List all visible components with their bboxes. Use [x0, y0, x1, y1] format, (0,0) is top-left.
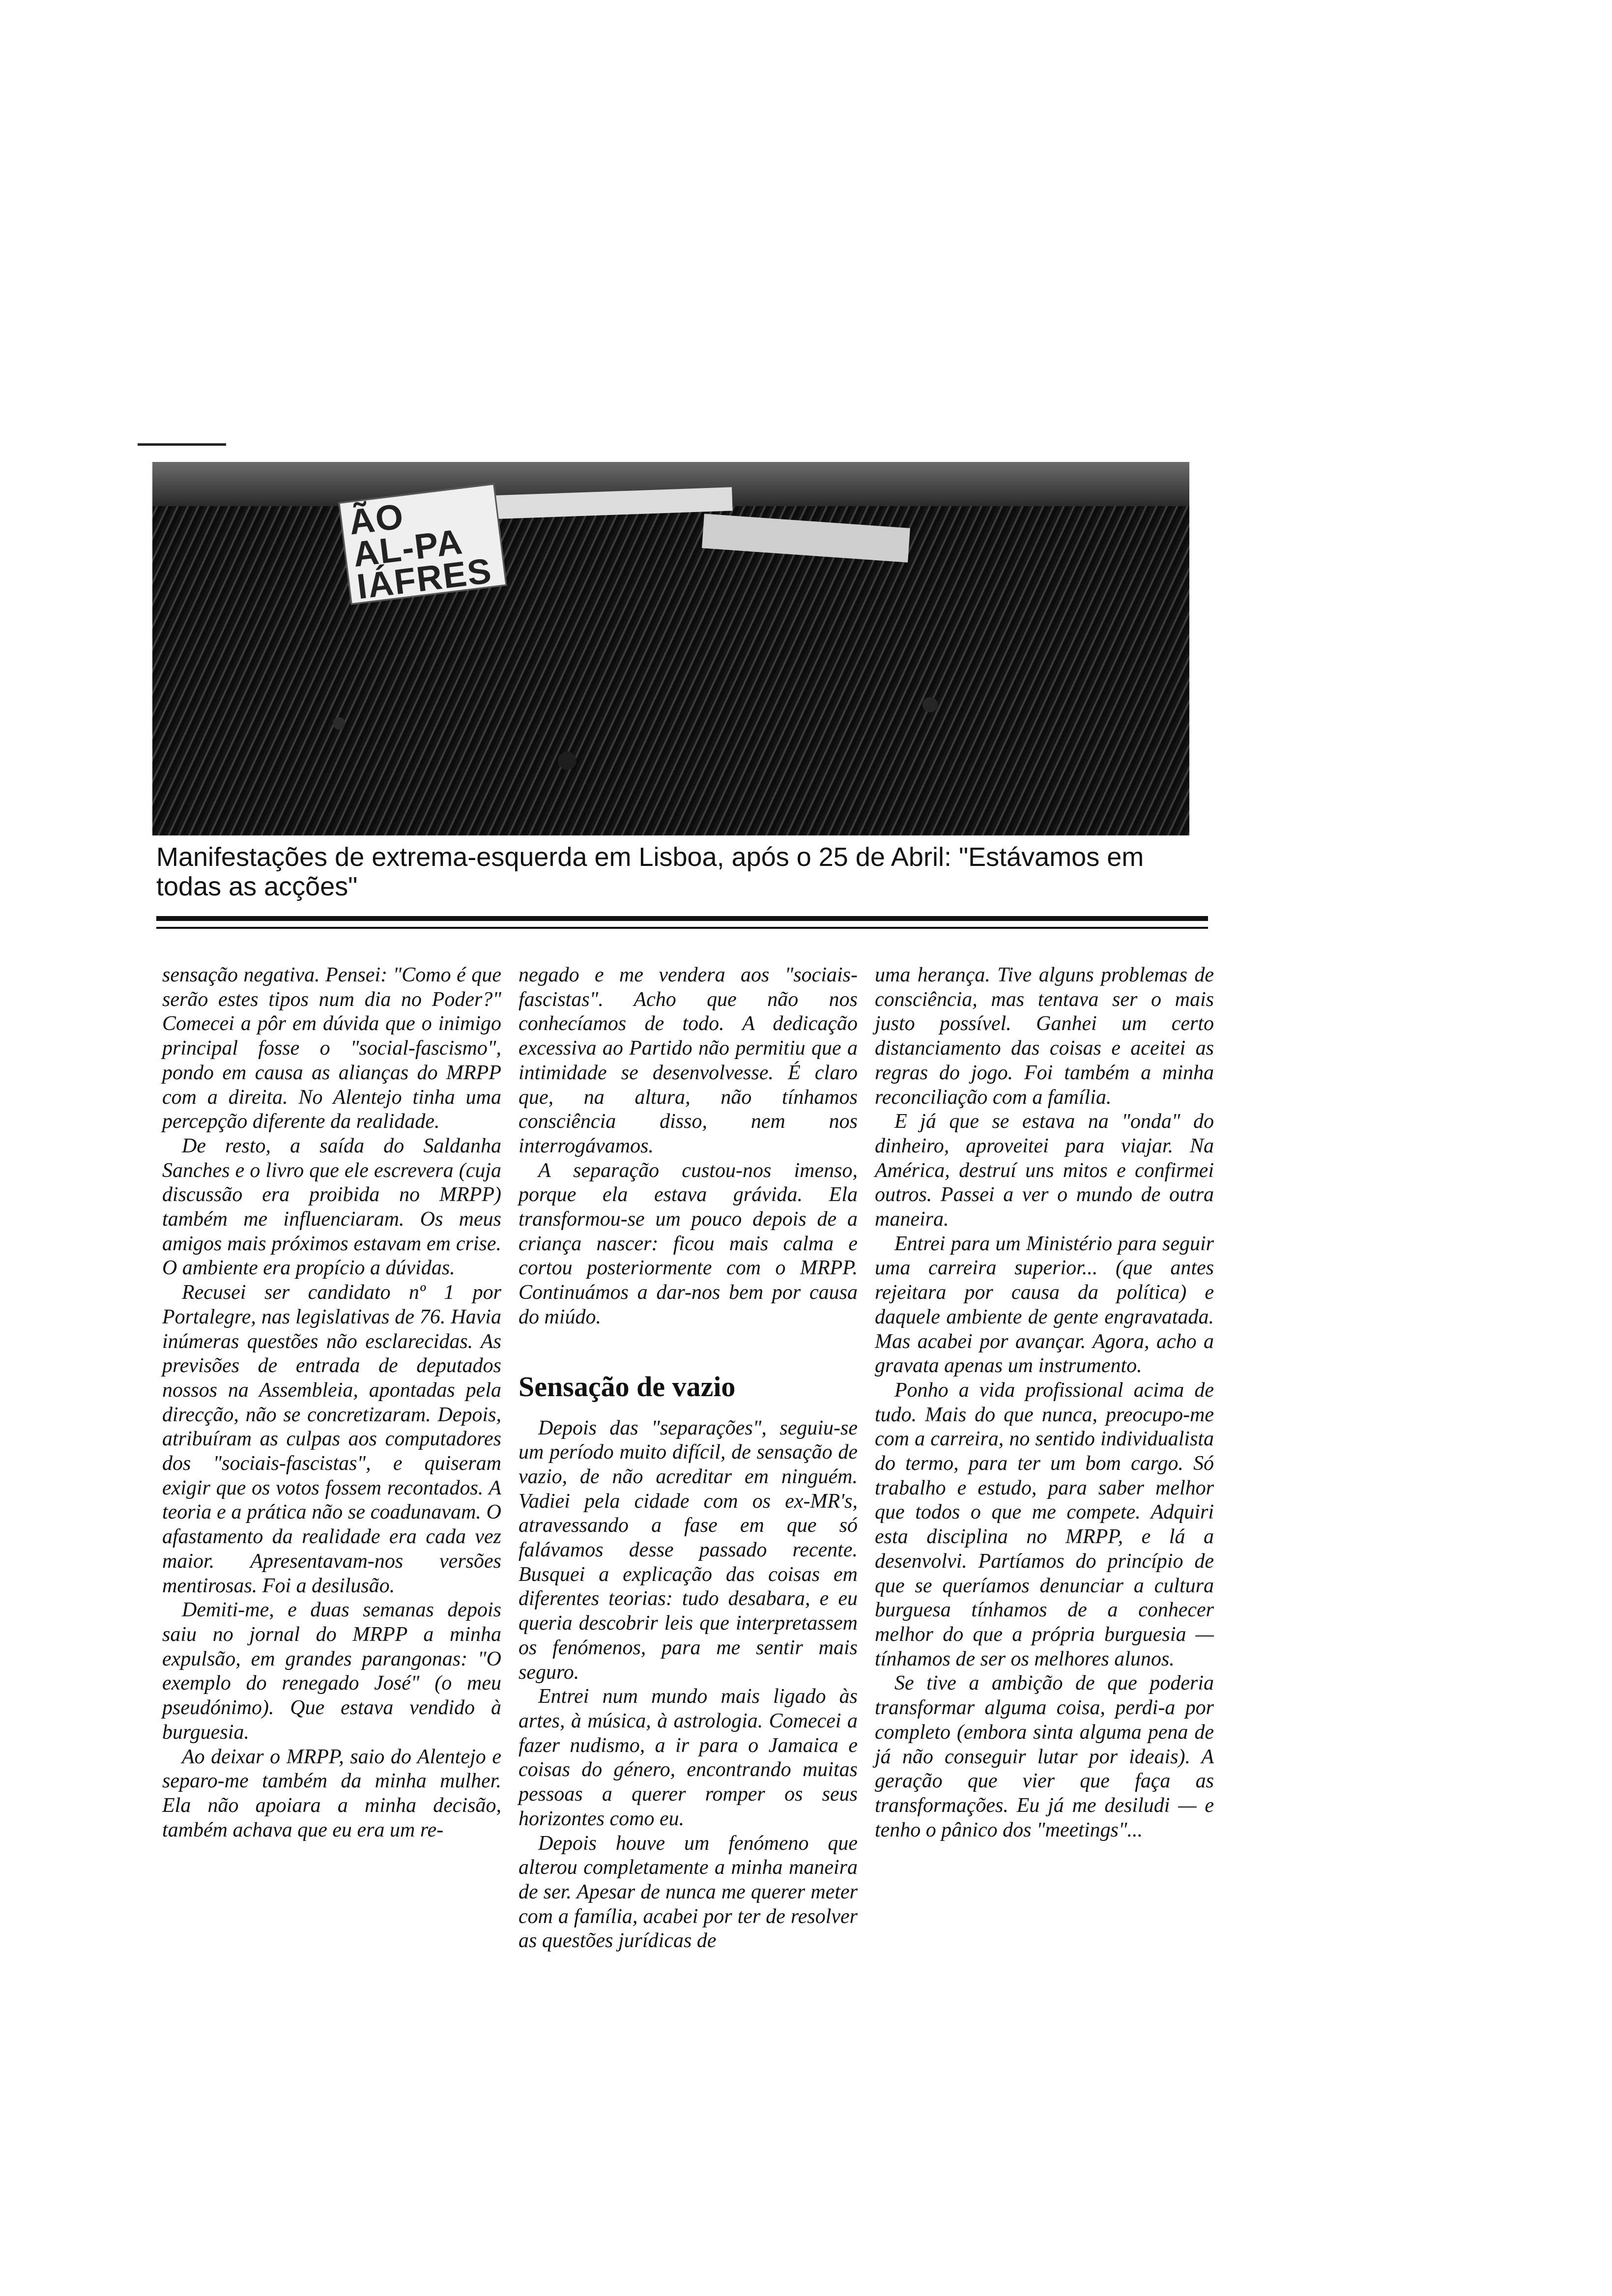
- photo-banner-strip-right: [702, 514, 910, 562]
- paragraph: A separação custou-nos imenso, porque ela estava grávida. Ela transformou-se um pouco depois de a criança nascer: ficou mais calma e cortou posteriormente com o MRPP. Continuámos a dar-nos bem por causa do miúdo.: [518, 1159, 858, 1328]
- caption-rule-thin: [156, 927, 1208, 929]
- paragraph: Entrei para um Ministério para seguir uma carreira superior... (que antes rejeitara por causa da política) e daquele ambiente de gente engravatada. Mas acabei por avançar. Agora, acho a gravata apenas um instrumento.: [875, 1232, 1214, 1378]
- paragraph: E já que se estava na "onda" do dinheiro, aproveitei para viajar. Na América, destruí uns mitos e confirmei outros. Passei a ver o mundo de outra maneira.: [875, 1110, 1214, 1231]
- paragraph: negado e me vendera aos "sociais-fascistas". Acho que não nos conhecíamos de todo. A dedicação excessiva ao Partido não permitiu que a intimidade se desenvolvesse. É claro que, na altura, não tínhamos consciência disso, nem nos interrogávamos.: [518, 964, 858, 1157]
- protest-photo: [152, 462, 1189, 835]
- paragraph: Demiti-me, e duas semanas depois saiu no jornal do MRPP a minha expulsão, em grandes parangonas: "O exemplo do renegado José" (o meu pseudónimo). Que estava vendido à burguesia.: [162, 1599, 501, 1744]
- photo-caption: Manifestações de extrema-esquerda em Lisboa, após o 25 de Abril: "Estávamos em todas as acções": [156, 842, 1144, 901]
- paragraph: uma herança. Tive alguns problemas de consciência, mas tentava ser o mais justo possível. Ganhei um certo distanciamento das coisas e aceitei as regras do jogo. Foi também a minha reconciliação com a família.: [875, 964, 1214, 1109]
- top-rule: [138, 443, 226, 446]
- paragraph: Ponho a vida profissional acima de tudo. Mais do que nunca, preocupo-me com a carreira, no sentido individualista do termo, para ter um bom cargo. Só trabalho e estudo, para saber melhor que todos o que me compete. Adquiri esta disciplina no MRPP, e lá a desenvolvi. Partíamos do princípio de que se queríamos denunciar a cultura burguesa tínhamos de a conhecer melhor do que a própria burguesia — tínhamos de ser os melhores alunos.: [875, 1378, 1214, 1670]
- paragraph: Depois das "separações", seguiu-se um período muito difícil, de sensação de vazio, de não acreditar em ninguém. Vadiei pela cidade com os ex-MR's, atravessando a fase em que só falávamos desse passado recente. Busquei a explicação das coisas em diferentes teorias: tudo desabara, e eu queria descobrir leis que interpretassem os fenómenos, para me sentir mais seguro.: [518, 1416, 858, 1684]
- photo-banner: ÃO AL-PA IÁFRES: [338, 483, 507, 604]
- paragraph: sensação negativa. Pensei: "Como é que serão estes tipos num dia no Poder?" Comecei a pôr em dúvida que o inimigo principal fosse o "social-fascismo", pondo em causa as alianças do MRPP com a direita. No Alentejo tinha uma percepção diferente da realidade.: [162, 964, 501, 1133]
- article-column-2: [518, 963, 858, 1953]
- section-heading: Sensação de vazio: [518, 1370, 736, 1403]
- caption-rule-thick: [156, 916, 1208, 921]
- paragraph: De resto, a saída do Saldanha Sanches e o livro que ele escrevera (cuja discussão era proibida no MRPP) também me influenciaram. Os meus amigos mais próximos estavam em crise. O ambiente era propício a dúvidas.: [162, 1134, 501, 1280]
- paragraph: Depois houve um fenómeno que alterou completamente a minha maneira de ser. Apesar de nunca me querer meter com a família, acabei por ter de resolver as questões jurídicas de: [518, 1832, 858, 1952]
- paragraph: Entrei num mundo mais ligado às artes, à música, à astrologia. Comecei a fazer nudismo, a ir para o Jamaica e coisas do género, encontrando muitas pessoas a querer romper os seus horizontes como eu.: [518, 1685, 858, 1830]
- paragraph: Se tive a ambição de que poderia transformar alguma coisa, perdi-a por completo (embora sinta alguma pena de já não conseguir lutar por ideais). A geração que vier que faça as transformações. Eu já me desiludi — e tenho o pânico dos "meetings"...: [875, 1672, 1214, 1841]
- paragraph: Ao deixar o MRPP, saio do Alentejo e separo-me também da minha mulher. Ela não apoiara a minha decisão, também achava que eu era um re-: [162, 1745, 501, 1841]
- article-column-1: [162, 963, 501, 1842]
- paragraph: Recusei ser candidato nº 1 por Portalegre, nas legislativas de 76. Havia inúmeras questões não esclarecidas. As previsões de entrada de deputados nossos na Assembleia, apontadas pela direcção, não se concretizaram. Depois, atribuíram as culpas aos computadores dos "sociais-fascistas", e quiseram exigir que os votos fossem recontados. A teoria e a prática não se coadunavam. O afastamento da realidade era cada vez maior. Apresentavam-nos versões mentirosas. Foi a desilusão.: [162, 1281, 501, 1597]
- article-column-3: [875, 963, 1214, 1842]
